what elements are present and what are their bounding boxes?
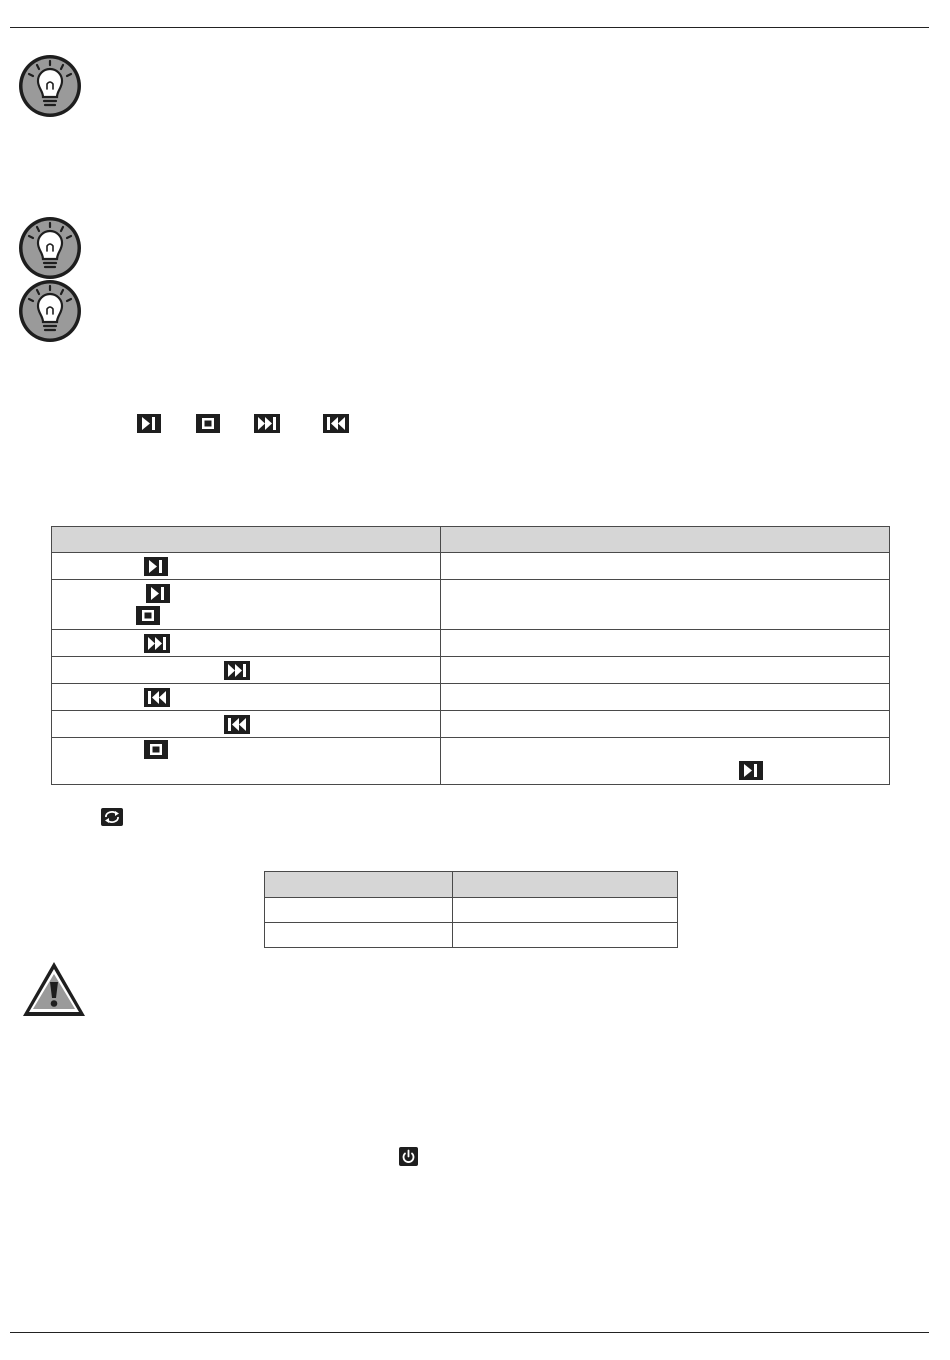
table-cell-result [441, 657, 890, 684]
table-cell-result [441, 738, 890, 785]
lightbulb-icon [17, 215, 83, 286]
stop-icon [144, 740, 168, 762]
stop-icon [196, 414, 220, 438]
repeat-mode-table [264, 871, 678, 948]
lightbulb-icon [17, 53, 83, 124]
header-rule [10, 27, 929, 28]
function-table [51, 526, 890, 785]
table-cell-result [441, 630, 890, 657]
table-cell-action [52, 580, 441, 630]
table-row [265, 898, 678, 923]
table-cell-action [52, 553, 441, 580]
table-cell-result [441, 553, 890, 580]
table-cell-action [52, 738, 441, 785]
table-row [52, 580, 890, 630]
footer-rule [10, 1332, 929, 1333]
skip-previous-icon [224, 715, 250, 737]
table-cell-result [441, 684, 890, 711]
skip-previous-icon [144, 688, 170, 710]
table-cell-result [441, 580, 890, 630]
skip-next-icon [224, 661, 250, 683]
table-cell-action [52, 657, 441, 684]
play-pause-icon [144, 557, 168, 579]
table-header-cell [52, 527, 441, 553]
table-row [52, 738, 890, 785]
table-header-row [265, 872, 678, 898]
table-cell-result [441, 711, 890, 738]
table-row [52, 630, 890, 657]
table-row [265, 923, 678, 948]
table-cell-action [52, 711, 441, 738]
table-header-cell [265, 872, 453, 898]
table-cell [453, 898, 678, 923]
table-cell [265, 923, 453, 948]
table-header-cell [453, 872, 678, 898]
skip-next-icon [254, 414, 280, 438]
table-row [52, 553, 890, 580]
table-row [52, 657, 890, 684]
table-cell [265, 898, 453, 923]
lightbulb-icon [17, 278, 83, 349]
warning-triangle-icon [21, 960, 87, 1023]
table-header-row [52, 527, 890, 553]
play-pause-icon [137, 414, 161, 438]
table-cell [453, 923, 678, 948]
power-icon [399, 1147, 418, 1171]
stop-icon [136, 606, 160, 628]
play-pause-icon [146, 584, 170, 606]
skip-next-icon [144, 634, 170, 656]
table-cell-action [52, 684, 441, 711]
table-row [52, 684, 890, 711]
play-pause-icon [739, 761, 763, 783]
repeat-icon [101, 808, 123, 831]
table-row [52, 711, 890, 738]
table-header-cell [441, 527, 890, 553]
skip-previous-icon [323, 414, 349, 438]
table-cell-action [52, 630, 441, 657]
